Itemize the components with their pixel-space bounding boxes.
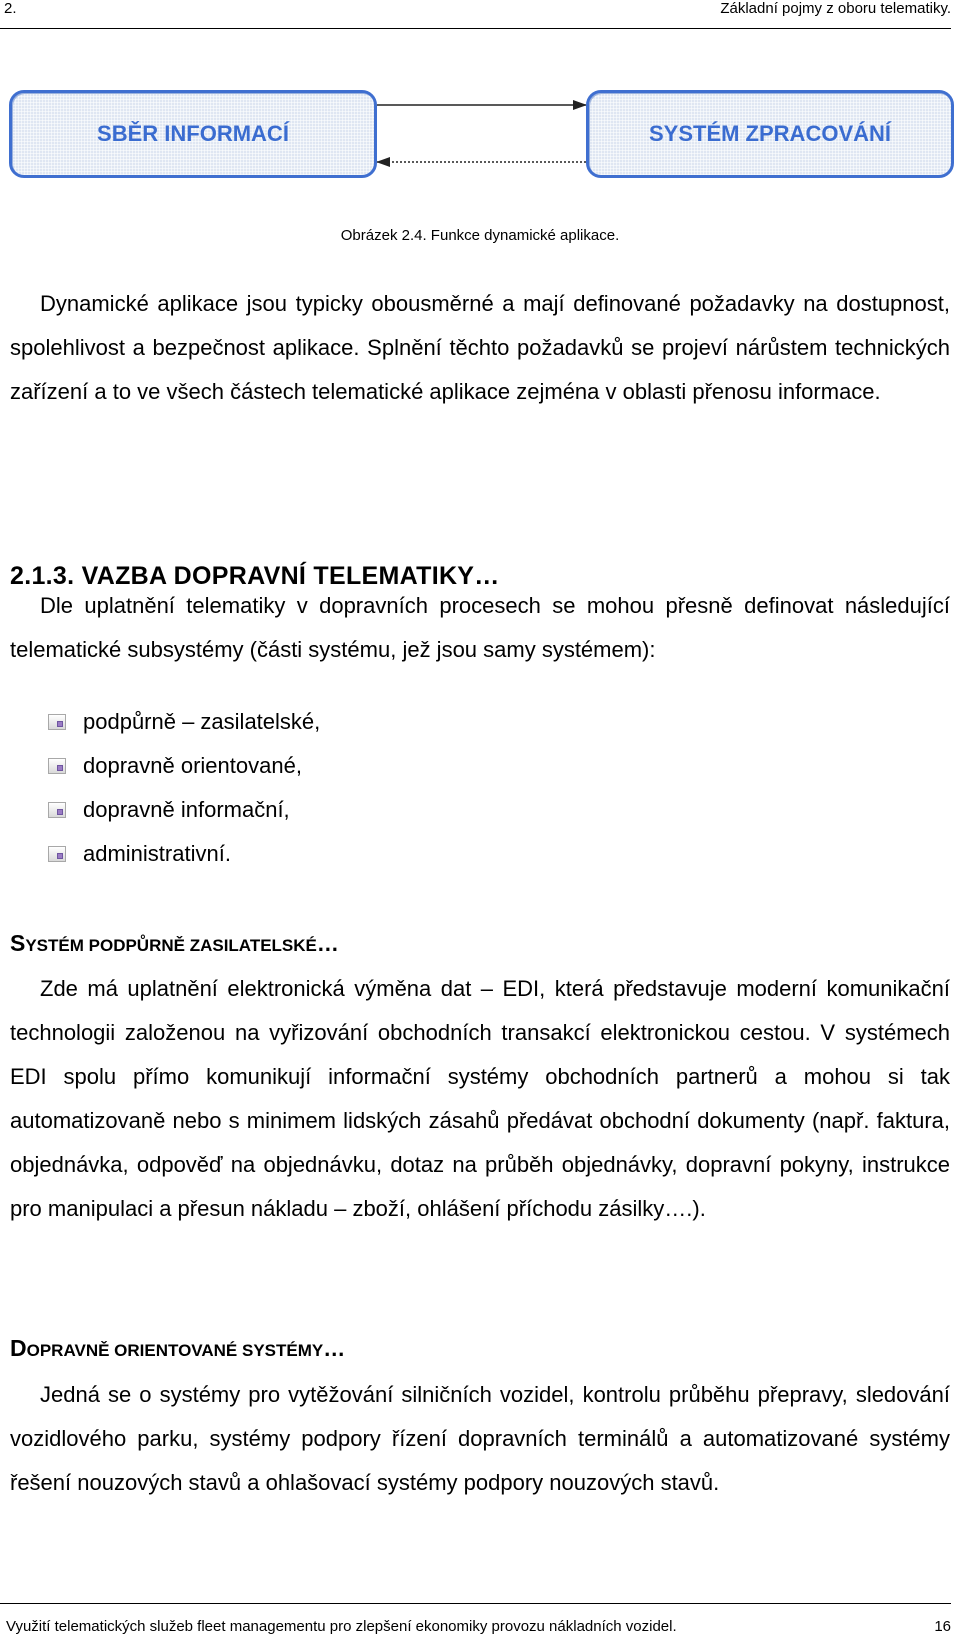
bullet-icon bbox=[48, 846, 66, 862]
paragraph-dynamic-apps: Dynamické aplikace jsou typicky obousměrné a mají definované požadavky na dostupnost, spolehlivost a bezpečnost aplikace. Splnění těchto požadavků se projeví nárůstem technických zařízení a to ve všech částech telematické aplikace zejména v oblasti přenosu informace. bbox=[10, 291, 950, 404]
list-item bbox=[48, 788, 320, 832]
heading-initial: D bbox=[10, 1335, 27, 1361]
heading-rest: YSTÉM PODPŮRNĚ ZASILATELSKÉ bbox=[25, 936, 317, 955]
heading-ellipsis: … bbox=[323, 1336, 346, 1361]
list-item-text: podpůrně – zasilatelské, bbox=[83, 709, 321, 734]
page-header bbox=[0, 0, 951, 29]
list-item bbox=[48, 700, 320, 744]
section-heading: 2.1.3. VAZBA DOPRAVNÍ TELEMATIKY… bbox=[10, 562, 500, 590]
figure-caption: Obrázek 2.4. Funkce dynamické aplikace. bbox=[340, 227, 620, 244]
collect-info-label: SBĚR INFORMACÍ bbox=[97, 121, 289, 146]
subsection-heading-transport bbox=[10, 1335, 345, 1362]
flow-diagram bbox=[0, 88, 960, 198]
heading-initial: S bbox=[10, 930, 26, 956]
list-item bbox=[48, 744, 320, 788]
list-item-text: dopravně informační, bbox=[83, 797, 290, 822]
bullet-icon bbox=[48, 802, 66, 818]
footer-text: Využití telematických služeb fleet managementu pro zlepšení ekonomiky provozu nákladních vozidel. bbox=[6, 1618, 677, 1635]
page-number: 16 bbox=[934, 1618, 951, 1635]
processing-system-label: SYSTÉM ZPRACOVÁNÍ bbox=[648, 121, 892, 146]
chapter-number: 2. bbox=[4, 0, 17, 17]
chapter-title: Základní pojmy z oboru telematiky. bbox=[720, 0, 951, 17]
bullet-icon bbox=[48, 758, 66, 774]
list-item bbox=[48, 832, 320, 876]
list-item-text: dopravně orientované, bbox=[83, 753, 302, 778]
list-item-text: administrativní. bbox=[83, 841, 231, 866]
paragraph-edi: Zde má uplatnění elektronická výměna dat – EDI, která představuje moderní komunikační technologii založenou na vyřizování obchodních transakcí elektronickou cestou. V systémech EDI spolu přímo komunikují informační systémy obchodních partnerů a mohou si tak automatizovaně nebo s minimem lidských zásahů předávat obchodní dokumenty (např. faktura, objednávka, odpověď na objednávku, dotaz na průběh objednávky, dopravní pokyny, instrukce pro manipulaci a přesun nákladu – zboží, ohlášení příchodu zásilky….). bbox=[10, 976, 950, 1221]
paragraph-subsystems: Dle uplatnění telematiky v dopravních procesech se mohou přesně definovat následující telematické subsystémy (části systému, jež jsou samy systémem): bbox=[10, 593, 950, 662]
heading-ellipsis: … bbox=[316, 931, 339, 956]
subsystem-list bbox=[48, 700, 320, 876]
paragraph-transport: Jedná se o systémy pro vytěžování silničních vozidel, kontrolu průběhu přepravy, sledování vozidlového parku, systémy podpory řízení dopravních terminálů a automatizované systémy řešení nouzových stavů a ohlašovací systémy podpory nouzových stavů. bbox=[10, 1382, 950, 1495]
subsection-heading-edi bbox=[10, 930, 339, 957]
heading-rest: OPRAVNĚ ORIENTOVANÉ SYSTÉMY bbox=[26, 1341, 324, 1360]
collect-info-box bbox=[9, 90, 377, 178]
page-footer bbox=[0, 1603, 951, 1637]
bullet-icon bbox=[48, 714, 66, 730]
processing-system-box bbox=[586, 90, 954, 178]
